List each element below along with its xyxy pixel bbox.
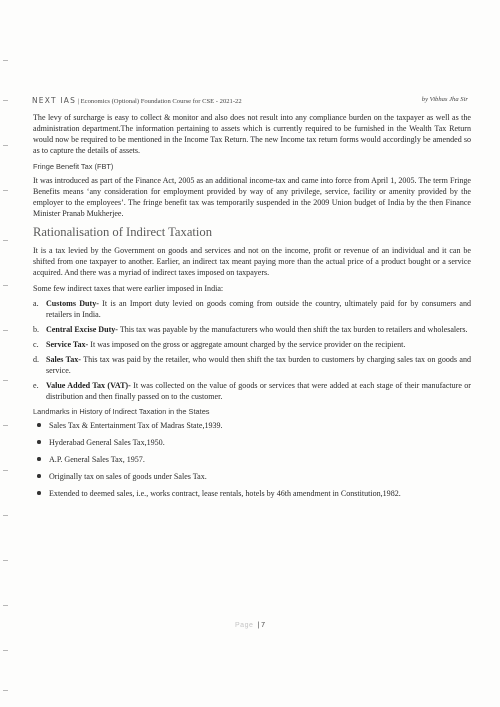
list-item: A.P. General Sales Tax, 1957.: [33, 454, 471, 465]
bullet-icon: [37, 474, 41, 478]
page-content: [33, 112, 471, 505]
landmarks-list: [33, 420, 471, 499]
surcharge-paragraph: The levy of surcharge is easy to collect & monitor and also does not result into any compliance burden on the taxpayer as well as the administration department.The information pertaining to assets which is currently required to be furnished in the Wealth Tax Return would now be required to be mentioned in the Income Tax Return. The new Income tax return forms would accordingly be amended so as to capture the details of assets.: [33, 113, 471, 155]
page-number: | 7: [257, 622, 265, 629]
tax-term: Customs Duty-: [46, 299, 99, 308]
bullet-icon: [37, 491, 41, 495]
binding-margin-marks: [3, 60, 11, 700]
indirect-tax-list: [33, 298, 471, 402]
indirect-tax-intro: It is a tax levied by the Government on goods and services and not on the income, profit or revenue of an individual and it can be shifted from one taxpayer to another. Earlier, an indirect tax meant paying more than the actual price of a product bought or a service acquired. And there was a myriad of indirect taxes imposed on taxpayers.: [33, 246, 471, 277]
bullet-icon: [37, 457, 41, 461]
fbt-heading: Fringe Benefit Tax (FBT): [33, 162, 114, 171]
tax-term: Value Added Tax (VAT)-: [46, 381, 131, 390]
list-item: a. Customs Duty- It is an Import duty levied on goods coming from outside the country, ultimately paid for by consumers and retailers in India.: [33, 299, 471, 319]
tax-term: Sales Tax-: [46, 355, 81, 364]
bullet-icon: [37, 423, 41, 427]
list-item: c. Service Tax- It was imposed on the gross or aggregate amount charged by the service provider on the recipient.: [33, 340, 406, 349]
course-title: | Economics (Optional) Foundation Course for CSE - 2021-22: [77, 98, 242, 105]
list-item: Hyderabad General Sales Tax,1950.: [33, 437, 471, 448]
tax-term: Central Excise Duty-: [46, 325, 118, 334]
list-item: e. Value Added Tax (VAT)- It was collected on the value of goods or services that were added at each stage of their manufacture or distribution and then finally passed on to the customer.: [33, 381, 471, 401]
bullet-icon: [37, 440, 41, 444]
tax-term: Service Tax-: [46, 340, 89, 349]
list-item: Sales Tax & Entertainment Tax of Madras State,1939.: [33, 420, 471, 431]
brand-logo-text: NEXT IAS: [32, 96, 77, 105]
page-header: [32, 96, 468, 110]
list-item: b. Central Excise Duty- This tax was payable by the manufacturers who would then shift the tax burden to retailers and wholesalers.: [33, 325, 468, 334]
fbt-paragraph: It was introduced as part of the Finance Act, 2005 as an additional income-tax and came into force from April 1, 2005. The term Fringe Benefits means ‘any consideration for employment provided by way of any privilege, service, facility or amenity provided by the employer to the employees’. The fringe benefit tax was temporarily suspended in the 2009 Union budget of India by the then Finance Minister Pranab Mukherjee.: [33, 176, 471, 218]
list-item: Originally tax on sales of goods under Sales Tax.: [33, 471, 471, 482]
author-name: by Vibhas Jha Sir: [421, 96, 468, 103]
section-title-rationalisation: Rationalisation of Indirect Taxation: [33, 225, 212, 239]
page-footer: [0, 622, 500, 629]
list-item: d. Sales Tax- This tax was paid by the retailer, who would then shift the tax burden to customers by charging sales tax on goods and service.: [33, 355, 471, 375]
indirect-tax-lead: Some few indirect taxes that were earlier imposed in India:: [33, 284, 224, 293]
landmarks-heading: Landmarks in History of Indirect Taxation in the States: [33, 407, 210, 416]
list-item: Extended to deemed sales, i.e., works contract, lease rentals, hotels by 46th amendment in Constitution,1982.: [33, 488, 471, 499]
page-label: Page: [235, 622, 254, 629]
